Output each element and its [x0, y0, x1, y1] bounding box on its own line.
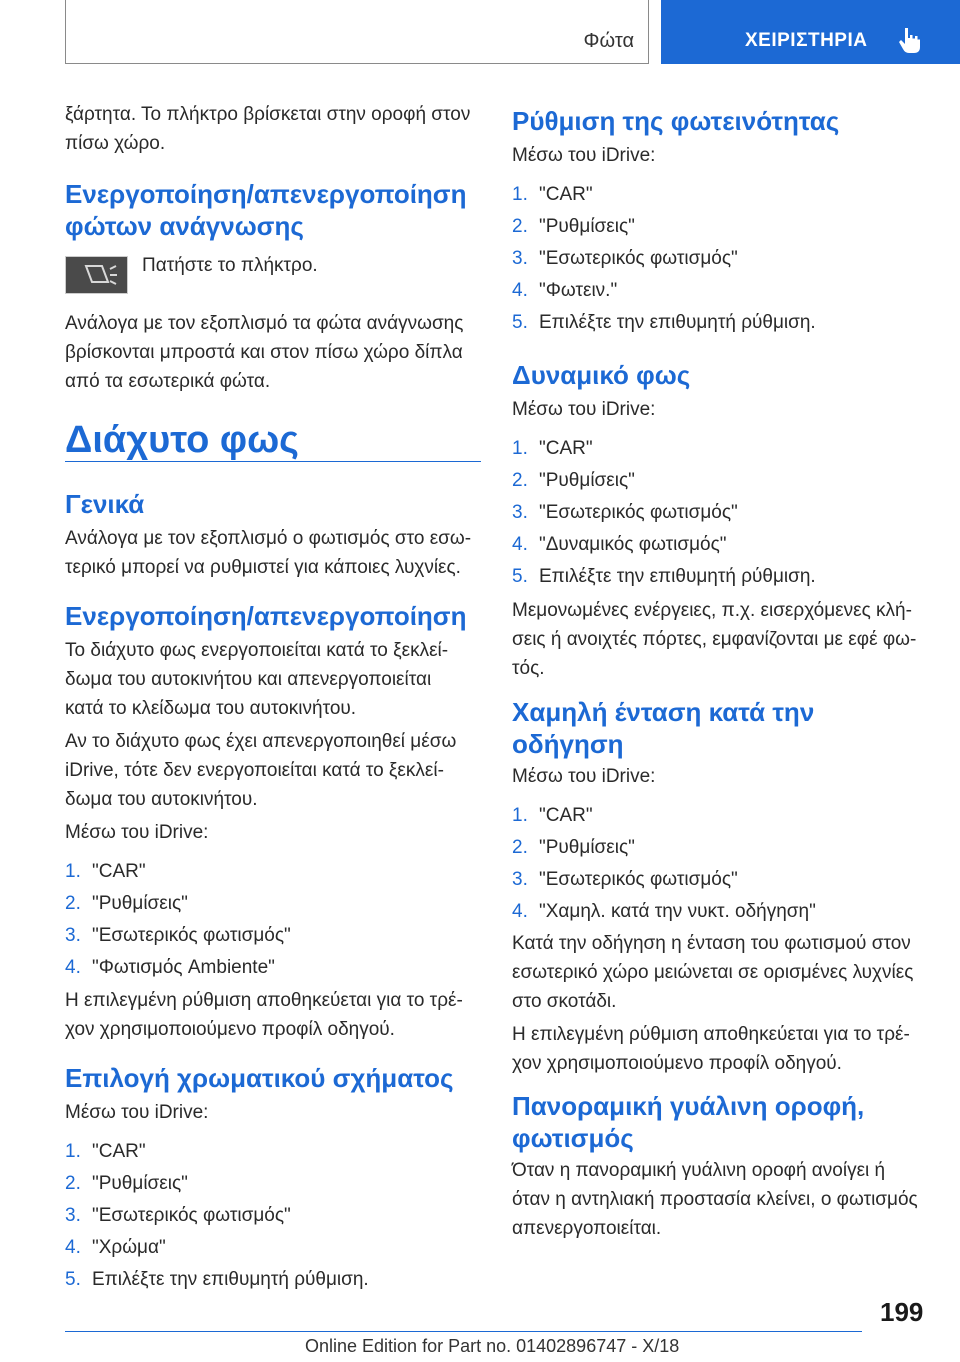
- section-header-box: [65, 0, 649, 64]
- toggle-desc1-line-3: κατά το κλείδωμα του αυτοκινήτου.: [65, 698, 357, 719]
- reading-desc-line-1: Ανάλογα με τον εξοπλισμό τα φώτα ανάγνωσης: [65, 313, 464, 334]
- dynamic-desc-line-3: τός.: [512, 658, 545, 679]
- brightness-title: Ρύθμιση της φωτεινότητας: [512, 106, 840, 136]
- reading-desc-line-3: από τα εσωτερικά φώτα.: [65, 371, 271, 392]
- low-title-line-1: Χαμηλή ένταση κατά την: [512, 697, 815, 727]
- pano-title-line-2: φωτισμός: [512, 1123, 634, 1153]
- toggle-desc2-line-1: Αν το διάχυτο φως έχει απενεργοποιηθεί μέσω: [65, 731, 457, 752]
- low-via-idrive: Μέσω του iDrive:: [512, 766, 656, 787]
- toggle-desc1-line-1: Το διάχυτο φως ενεργοποιείται κατά το ξεκλεί-: [65, 640, 449, 661]
- color-title: Επιλογή χρωματικού σχήματος: [65, 1063, 454, 1093]
- dynamic-via-idrive: Μέσω του iDrive:: [512, 399, 656, 420]
- page-header: [0, 0, 960, 66]
- hand-pointer-icon: [895, 25, 925, 55]
- toggle-desc2-line-3: δωμα του αυτοκινήτου.: [65, 789, 258, 810]
- page-number: 199: [880, 1297, 924, 1327]
- toggle-title: Ενεργοποίηση/απενεργοποίηση: [65, 601, 467, 631]
- color-via-idrive: Μέσω του iDrive:: [65, 1102, 209, 1123]
- reading-press-text: Πατήστε το πλήκτρο.: [142, 255, 318, 276]
- toggle-desc2-line-2: iDrive, τότε δεν ενεργοποιείται κατά το ξεκλεί-: [65, 760, 444, 781]
- pano-desc-line-2: όταν η αντηλιακή προστασία κλείνει, ο φωτισμός: [512, 1189, 918, 1210]
- ambient-title: Διάχυτο φως: [65, 419, 299, 461]
- dynamic-desc-line-2: σεις ή ανοιχτές πόρτες, εμφανίζονται με εφέ φω-: [512, 629, 917, 650]
- section-title: Φώτα: [583, 30, 634, 52]
- brightness-via-idrive: Μέσω του iDrive:: [512, 145, 656, 166]
- footer-rule: [65, 1331, 862, 1332]
- low-desc-line-3: στο σκοτάδι.: [512, 991, 617, 1012]
- dynamic-title: Δυναμικό φως: [512, 360, 691, 390]
- controls-tab-label: ΧΕΙΡΙΣΤΗΡΙΑ: [745, 30, 868, 51]
- ambient-title-rule: [65, 461, 481, 462]
- saved-note-line-1: Η επιλεγμένη ρύθμιση αποθηκεύεται για το τρέ-: [65, 990, 463, 1011]
- pano-desc-line-3: απενεργοποιείται.: [512, 1218, 662, 1239]
- low-saved-line-1: Η επιλεγμένη ρύθμιση αποθηκεύεται για το τρέ-: [512, 1024, 910, 1045]
- intro-line-2: πίσω χώρο.: [65, 133, 166, 154]
- controls-tab[interactable]: [661, 0, 960, 64]
- toggle-via-idrive: Μέσω του iDrive:: [65, 822, 209, 843]
- reading-title-line-2: φώτων ανάγνωσης: [65, 211, 304, 241]
- general-desc-line-1: Ανάλογα με τον εξοπλισμό ο φωτισμός στο εσω-: [65, 528, 472, 549]
- dynamic-desc-line-1: Μεμονωμένες ενέργειες, π.χ. εισερχόμενες κλή-: [512, 600, 912, 621]
- intro-line-1: ξάρτητα. Το πλήκτρο βρίσκεται στην οροφή στον: [65, 104, 471, 125]
- reading-title-line-1: Ενεργοποίηση/απενεργοποίηση: [65, 179, 467, 209]
- reading-light-button-icon: [65, 256, 128, 294]
- pano-title-line-1: Πανοραμική γυάλινη οροφή,: [512, 1091, 865, 1121]
- footer-edition: Online Edition for Part no. 01402896747 - X/18: [305, 1336, 680, 1356]
- low-title-line-2: οδήγηση: [512, 729, 624, 759]
- toggle-desc1-line-2: δωμα του αυτοκινήτου και απενεργοποιείται: [65, 669, 432, 690]
- general-title: Γενικά: [65, 489, 145, 519]
- pano-desc-line-1: Όταν η πανοραμική γυάλινη οροφή ανοίγει ή: [512, 1160, 886, 1181]
- low-desc-line-1: Κατά την οδήγηση η ένταση του φωτισμού στον: [512, 933, 911, 954]
- low-desc-line-2: εσωτερικό χώρο μειώνεται σε ορισμένες λυχνίες: [512, 962, 914, 983]
- saved-note-line-2: χον χρησιμοποιούμενο προφίλ οδηγού.: [65, 1019, 395, 1040]
- low-saved-line-2: χον χρησιμοποιούμενο προφίλ οδηγού.: [512, 1053, 842, 1074]
- general-desc-line-2: τερικό μπορεί να ρυθμιστεί για κάποιες λυχνίες.: [65, 557, 461, 578]
- reading-desc-line-2: βρίσκονται μπροστά και στον πίσω χώρο δίπλα: [65, 342, 463, 363]
